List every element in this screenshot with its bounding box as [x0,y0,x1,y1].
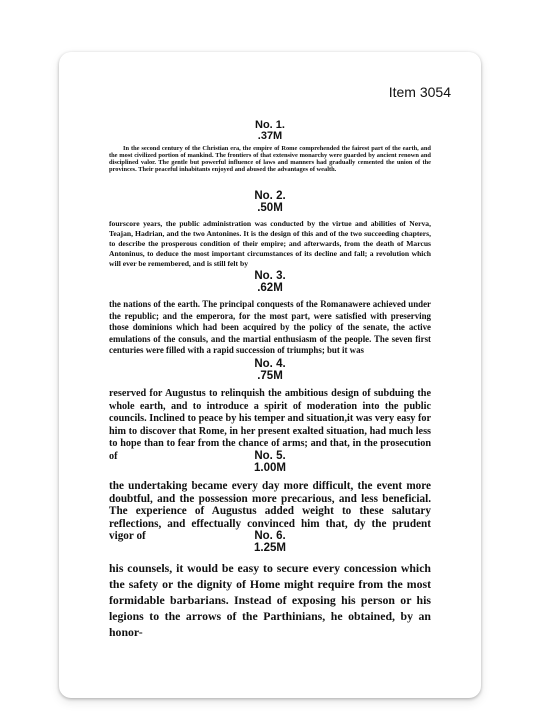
section-size: 1.00M [254,462,286,474]
section-number: No. 4. [254,358,286,370]
section-size: .75M [257,370,283,382]
section-no-4 [109,358,431,463]
section-number: No. 2. [254,190,286,202]
section-no-2 [109,190,431,269]
section-paragraph: In the second century of the Christian era, the empire of Rome comprehended the fairest part of the earth, and the most civilized portion of mankind. The frontiers of that extensive monarchy were guarded by ancient renown and disciplined valor. The gentle but powerful influence of laws and manners had gradually cemented the union of the provinces. Their peaceful inhabitants enjoyed and abused the advantages of wealth. [109,145,431,173]
section-size: .37M [257,130,283,142]
section-paragraph: the undertaking became every day more difficult, the event more doubtful, and the possession more precarious, and less beneficial. The experience of Augustus added weight to these salutary reflections, and effectually convinced him that, dy the prudent vigor of [109,480,431,542]
section-no-5 [109,450,431,543]
item-label: Item 3054 [388,84,451,100]
section-paragraph: the nations of the earth. The principal conquests of the Romanawere achieved under the republic; and the emperora, for the most part, were satisfied with preserving those dominions which had been acquired by the policy of the senate, the active emulations of the consuls, and the martial enthusiasm of the people. The seven first centuries were filled with a rapid succession of triumphs; but it was [109,299,431,355]
section-number: No. 5. [254,450,286,462]
section-number: No. 6. [254,530,286,542]
section-no-6 [109,530,431,640]
section-no-3 [109,270,431,357]
section-size: 1.25M [254,542,286,554]
section-paragraph: fourscore years, the public administration was conducted by the virtue and abilities of Nerva, Teajan, Hadrian, and the two Antonines. It is the design of this and of the two succeeding chapters, to describe the prosperous condition of their empire; and afterwards, from the death of Marcus Antoninus, to deduce the most important circumstances of its decline and fall; a revolution which will ever be remembered, and is still felt by [109,219,431,268]
section-number: No. 3. [254,270,286,282]
reading-card [59,52,481,698]
section-number: No. 1. [255,119,285,131]
section-size: .50M [257,202,283,214]
section-paragraph: his counsels, it would be easy to secure every concession which the safety or the dignity of Home might require from the most formidable barbarians. Instead of exposing his person or his legions to the arrows of the Parthinians, he obtained, by an honor- [109,561,431,639]
section-paragraph: reserved for Augustus to relinquish the ambitious design of subduing the whole earth, and to introduce a spirit of moderation into the public councils. Inclined to peace by his temper and situation,it was very easy for him to discover that Rome, in her present exalted situation, had much less to hope than to fear from the chance of arms; and that, in the prosecution of [109,388,431,462]
section-no-1 [109,120,431,173]
section-size: .62M [257,282,283,294]
